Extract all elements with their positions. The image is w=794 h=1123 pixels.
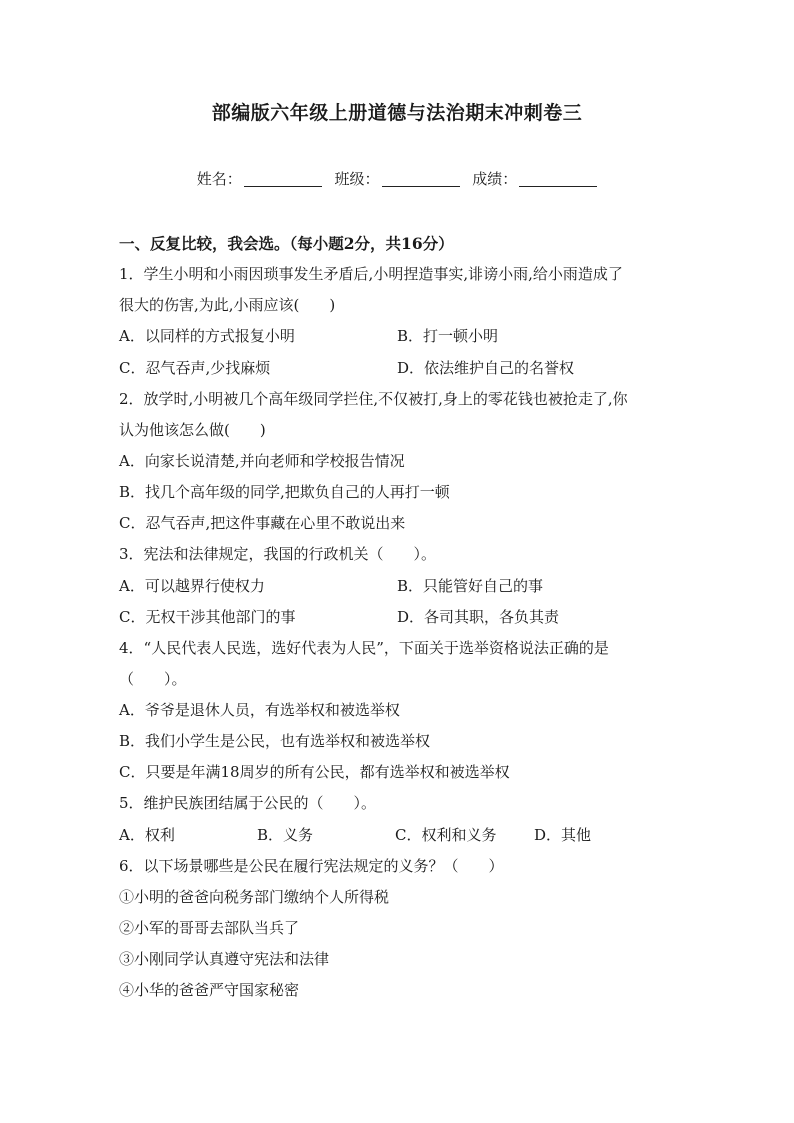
q3-option-c: C．无权干涉其他部门的事 — [119, 608, 296, 626]
q1-option-b: B．打一顿小明 — [397, 327, 499, 345]
class-label: 班级： — [334, 170, 380, 188]
name-blank[interactable] — [244, 172, 322, 187]
q2-option-c: C．忍气吞声,把这件事藏在心里不敢说出来 — [119, 514, 406, 532]
q4-stem-line2: （ ）。 — [119, 670, 187, 688]
name-field — [197, 168, 322, 189]
q6-item-3: ③小刚同学认真遵守宪法和法律 — [119, 950, 330, 968]
q1-option-c: C．忍气吞声,少找麻烦 — [119, 359, 271, 377]
q1-options-row1 — [119, 325, 679, 346]
q4-option-c: C．只要是年满18周岁的所有公民，都有选举权和被选举权 — [119, 763, 510, 781]
q4-option-b: B．我们小学生是公民，也有选举权和被选举权 — [119, 732, 431, 750]
class-blank[interactable] — [382, 172, 460, 187]
q5-option-d: D．其他 — [534, 826, 592, 844]
q6-stem: 6．以下场景哪些是公民在履行宪法规定的义务？（ ） — [119, 857, 504, 875]
q4-stem-line1: 4．“人民代表人民选，选好代表为人民”，下面关于选举资格说法正确的是 — [119, 639, 609, 657]
q5-option-c: C．权利和义务 — [395, 826, 497, 844]
q3-option-b: B．只能管好自己的事 — [397, 577, 544, 595]
q3-options-row1 — [119, 575, 679, 596]
q3-option-d: D．各司其职，各负其责 — [397, 608, 560, 626]
student-info-row — [0, 168, 794, 189]
q1-option-a: A．以同样的方式报复小明 — [119, 327, 295, 345]
q6-item-2: ②小军的哥哥去部队当兵了 — [119, 919, 300, 937]
score-label: 成绩： — [472, 170, 518, 188]
page-title: 部编版六年级上册道德与法治期末冲刺卷三 — [211, 102, 583, 124]
q3-stem: 3．宪法和法律规定，我国的行政机关（ ）。 — [119, 545, 437, 563]
score-field — [472, 168, 597, 189]
q1-stem-line1: 1．学生小明和小雨因琐事发生矛盾后,小明捏造事实,诽谤小雨,给小雨造成了 — [119, 265, 623, 283]
q2-stem-line1: 2．放学时,小明被几个高年级同学拦住,不仅被打,身上的零花钱也被抢走了,你 — [119, 390, 628, 408]
q1-options-row2 — [119, 357, 679, 378]
q5-options-row — [119, 824, 679, 845]
q5-option-a: A．权利 — [119, 826, 175, 844]
class-field — [334, 168, 459, 189]
q1-option-d: D．依法维护自己的名誉权 — [397, 359, 575, 377]
score-blank[interactable] — [519, 172, 597, 187]
q1-stem-line2: 很大的伤害,为此,小雨应该( ) — [119, 296, 336, 314]
q2-stem-line2: 认为他该怎么做( ) — [119, 421, 266, 439]
q6-item-4: ④小华的爸爸严守国家秘密 — [119, 981, 300, 999]
q5-stem: 5．维护民族团结属于公民的（ ）。 — [119, 794, 377, 812]
q6-item-1: ①小明的爸爸向税务部门缴纳个人所得税 — [119, 888, 390, 906]
q5-option-b: B．义务 — [257, 826, 314, 844]
q4-option-a: A．爷爷是退休人员，有选举权和被选举权 — [119, 701, 400, 719]
q2-option-b: B．找几个高年级的同学,把欺负自己的人再打一顿 — [119, 483, 450, 501]
q3-options-row2 — [119, 606, 679, 627]
q3-option-a: A．可以越界行使权力 — [119, 577, 265, 595]
section-heading: 一、反复比较，我会选。（每小题2分，共16分） — [119, 234, 454, 253]
q2-option-a: A．向家长说清楚,并向老师和学校报告情况 — [119, 452, 405, 470]
name-label: 姓名： — [196, 170, 242, 188]
